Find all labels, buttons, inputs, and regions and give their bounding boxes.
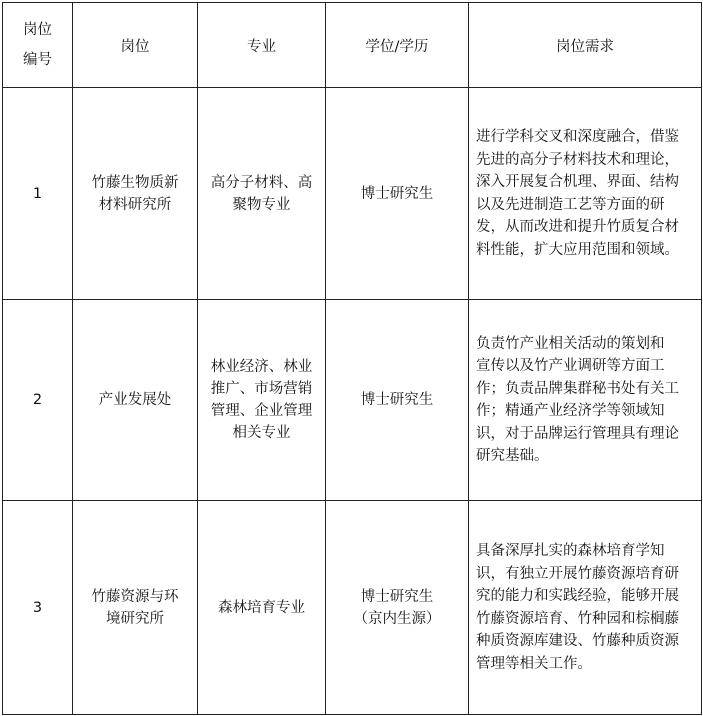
requirement-line: 作；负责品牌集群秘书处有关工 — [476, 380, 679, 397]
header-major: 专业 — [198, 3, 326, 88]
position-line: 材料研究所 — [98, 196, 172, 213]
requirement-line: 作；精通产业经济学等领域知 — [476, 403, 665, 419]
major-line: 森林培育专业 — [218, 599, 305, 616]
row-requirement — [469, 501, 702, 715]
requirement-line: 具备深厚扎实的森林培育学知 — [476, 543, 665, 559]
header-id-line-1: 岗位 — [23, 22, 52, 38]
major-line: 林业经济、林业 — [210, 359, 313, 375]
requirement-line: 先进的高分子材料技术和理论， — [476, 151, 679, 168]
header-position: 岗位 — [73, 3, 198, 88]
requirement-line: 识，对于品牌运行管理具有理论 — [476, 425, 679, 442]
header-row — [3, 3, 702, 88]
requirement-line: 研究基础。 — [476, 448, 549, 464]
header-degree: 学位/学历 — [326, 3, 469, 88]
major-line: 高分子材料、高 — [210, 174, 313, 191]
row-position — [73, 300, 198, 501]
requirement-line: 竹藤资源培育、竹种园和棕榈藤 — [476, 610, 679, 627]
major-line: 推广、市场营销 — [210, 381, 313, 397]
requirement-line: 种质资源库建设、竹藤种质资源 — [476, 633, 679, 649]
header-id — [3, 15, 72, 75]
position-line: 产业发展处 — [98, 392, 172, 408]
row-id: 2 — [3, 300, 73, 501]
position-line: 竹藤资源与环 — [91, 588, 179, 605]
table-row — [3, 88, 702, 300]
position-line: 境研究所 — [106, 610, 164, 627]
header-id-cell — [3, 3, 73, 88]
header-requirement: 岗位需求 — [469, 3, 702, 88]
requirement-line: 管理等相关工作。 — [476, 655, 592, 672]
row-id: 1 — [3, 88, 73, 300]
major-line: 聚物专业 — [232, 196, 291, 213]
requirement-line: 识，有独立开展竹藤资源培育研 — [476, 565, 679, 582]
requirement-line: 料性能，扩大应用范围和领域。 — [476, 241, 679, 258]
major-line: 相关专业 — [232, 425, 291, 441]
requirement-line: 负责竹产业相关活动的策划和 — [476, 335, 665, 352]
degree-line: 博士研究生 — [360, 392, 434, 408]
table-row — [3, 501, 702, 715]
row-degree — [326, 300, 469, 501]
row-requirement — [469, 300, 702, 501]
position-line: 竹藤生物质新 — [91, 174, 179, 191]
requirement-line: 深入开展复合机理、界面、结构 — [476, 174, 679, 190]
row-position — [73, 88, 198, 300]
requirement-line: 宣传以及竹产业调研等方面工 — [476, 358, 665, 374]
table-row — [3, 300, 702, 501]
row-degree — [326, 501, 469, 715]
degree-line: （京内生源） — [353, 610, 441, 627]
requirement-line: 以及先进制造工艺等方面的研 — [476, 196, 665, 213]
row-id: 3 — [3, 501, 73, 715]
row-major — [198, 501, 326, 715]
row-position — [73, 501, 198, 715]
row-major — [198, 300, 326, 501]
requirement-line: 究的能力和实践经验，能够开展 — [476, 588, 679, 604]
degree-line: 博士研究生 — [360, 588, 434, 605]
row-degree — [326, 88, 469, 300]
requirement-line: 进行学科交叉和深度融合，借鉴 — [476, 129, 679, 145]
major-line: 管理、企业管理 — [210, 403, 313, 419]
row-major — [198, 88, 326, 300]
positions-table — [2, 2, 702, 715]
degree-line: 博士研究生 — [360, 185, 434, 202]
requirement-line: 发，从而改进和提升竹质复合材 — [476, 219, 679, 235]
header-id-line-2: 编号 — [23, 52, 52, 68]
row-requirement — [469, 88, 702, 300]
